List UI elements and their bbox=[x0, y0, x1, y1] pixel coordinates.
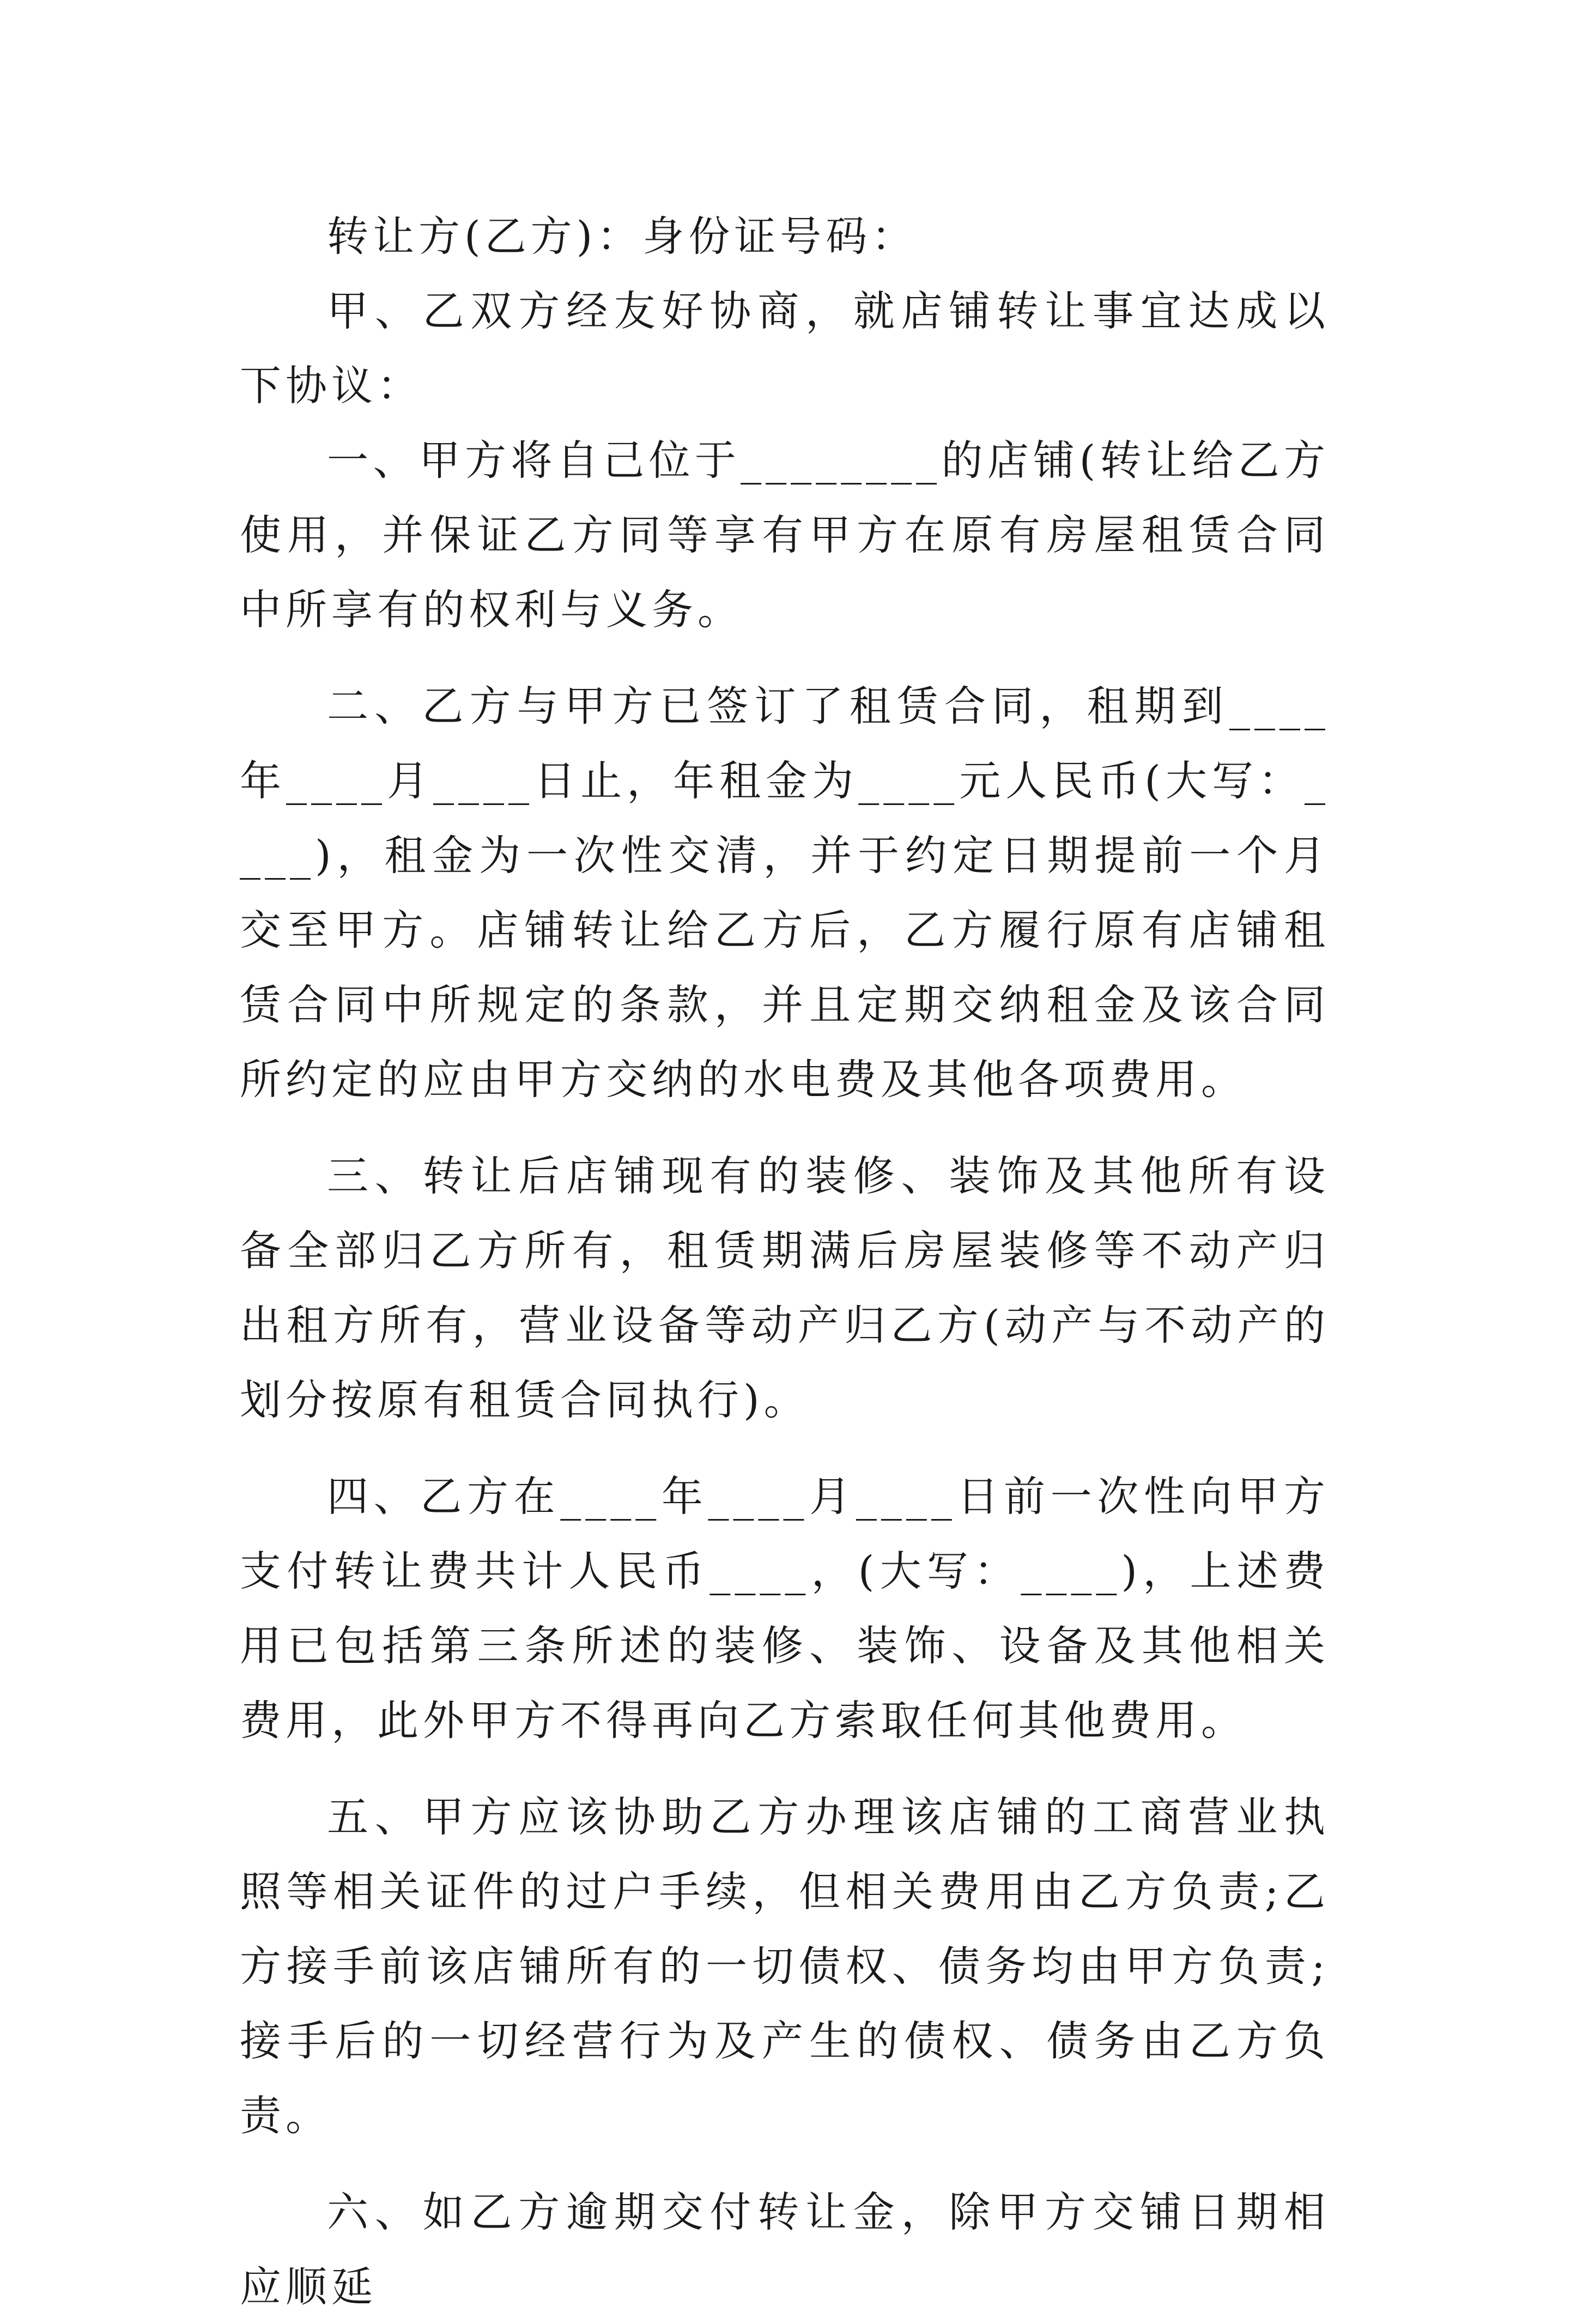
clause-1: 一、甲方将自己位于________的店铺(转让给乙方使用，并保证乙方同等享有甲方在原有房屋租赁合同中所享有的权利与义务。 bbox=[240, 436, 1330, 634]
transferee-id-line: 转让方(乙方)：身份证号码： bbox=[327, 212, 918, 261]
clause-6: 六、如乙方逾期交付转让金，除甲方交铺日期相应顺延 bbox=[240, 2188, 1330, 2311]
clause-5: 五、甲方应该协助乙方办理该店铺的工商营业执照等相关证件的过户手续，但相关费用由乙方负责;乙方接手前该店铺所有的一切债权、债务均由甲方负责;接手后的一切经营行为及产生的债权、债务由乙方负责。 bbox=[240, 1793, 1330, 2140]
clause-4: 四、乙方在____年____月____日前一次性向甲方支付转让费共计人民币____，(大写：____)，上述费用已包括第三条所述的装修、装饰、设备及其他相关费用，此外甲方不得再向乙方索取任何其他费用。 bbox=[240, 1472, 1330, 1745]
contract-body bbox=[240, 199, 1330, 2324]
clause-3: 三、转让后店铺现有的装修、装饰及其他所有设备全部归乙方所有，租赁期满后房屋装修等不动产归出租方所有，营业设备等动产归乙方(动产与不动产的划分按原有租赁合同执行)。 bbox=[240, 1152, 1330, 1424]
clause-2: 二、乙方与甲方已签订了租赁合同，租期到____年____月____日止，年租金为____元人民币(大写：____)，租金为一次性交清，并于约定日期提前一个月交至甲方。店铺转让给乙方后，乙方履行原有店铺租赁合同中所规定的条款，并且定期交纳租金及该合同所约定的应由甲方交纳的水电费及其他各项费用。 bbox=[240, 682, 1330, 1104]
agreement-intro: 甲、乙双方经友好协商，就店铺转让事宜达成以下协议： bbox=[240, 287, 1330, 410]
